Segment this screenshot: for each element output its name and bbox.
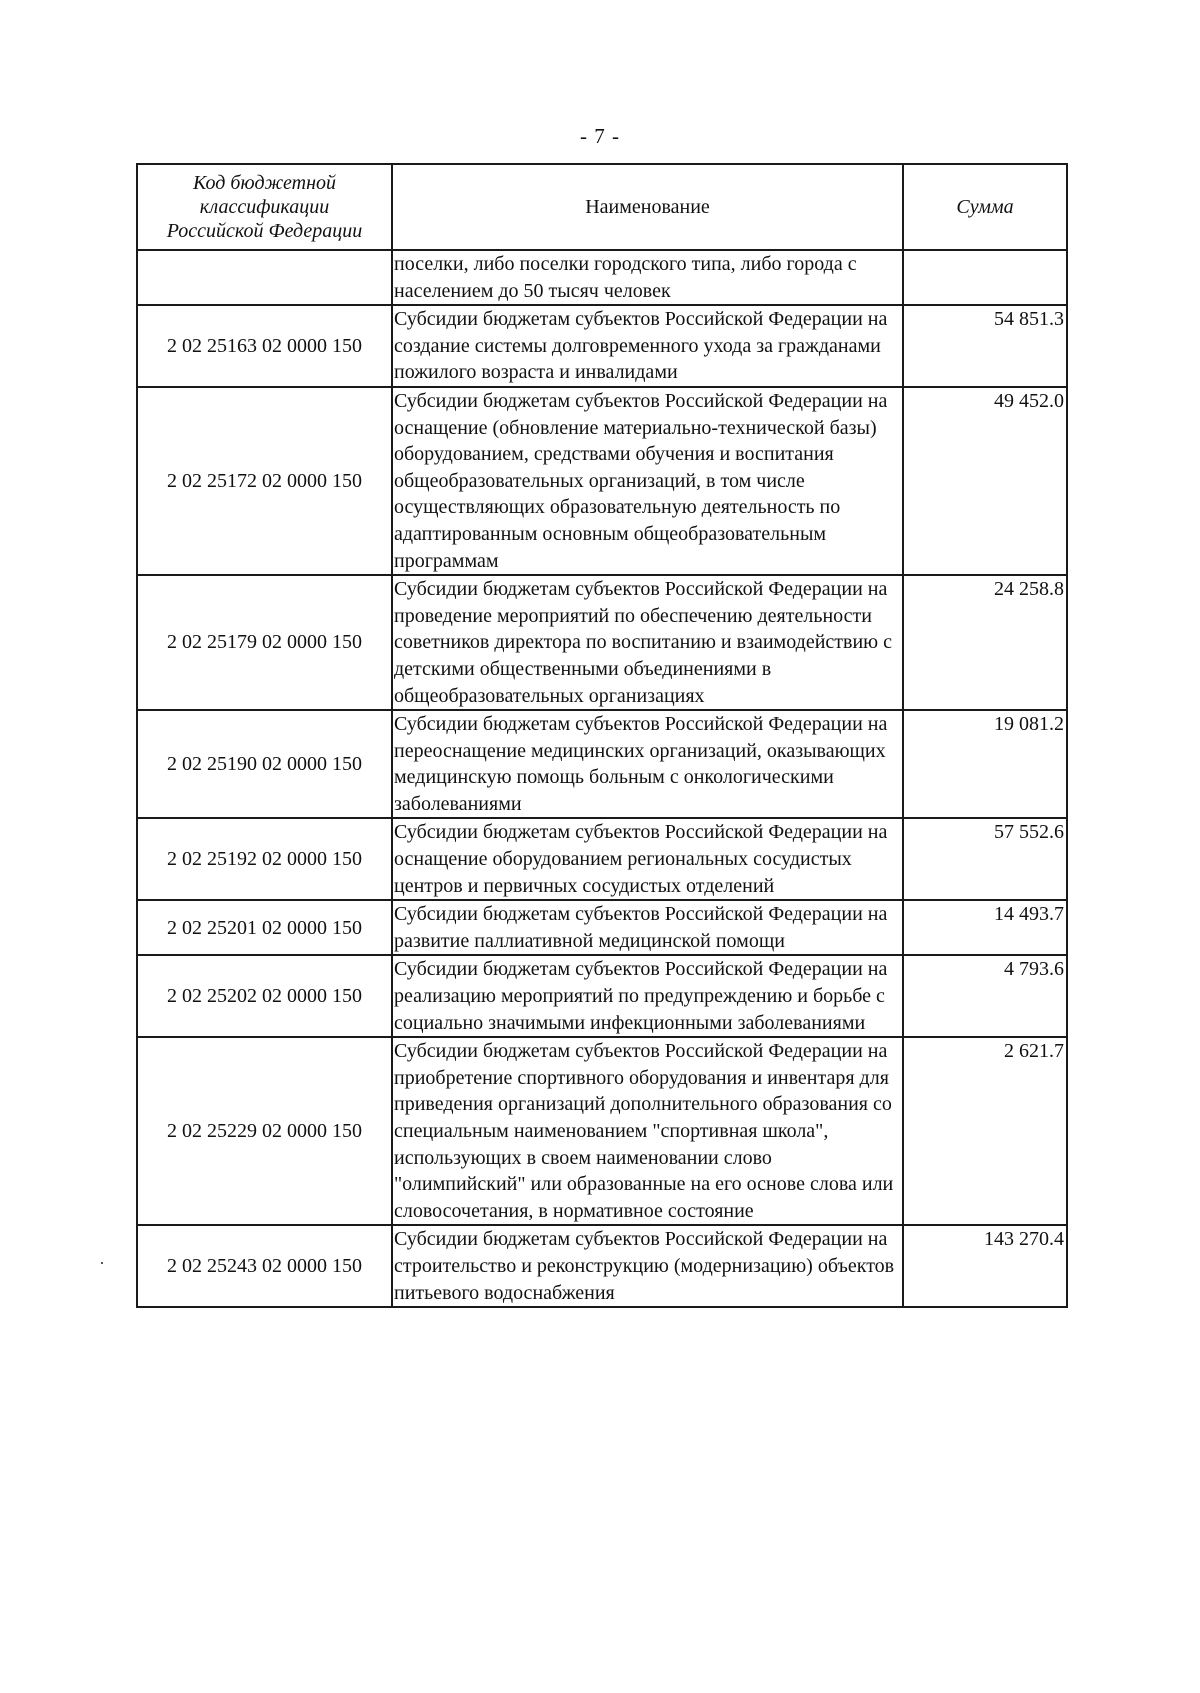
- row-sum: [903, 250, 1067, 305]
- row-name: Субсидии бюджетам субъектов Российской Федерации на проведение мероприятий по обеспечению деятельности советников директора по воспитанию и взаимодействию с детскими общественными объединениями в общеобразовательных организациях: [392, 575, 903, 710]
- row-sum: 54 851.3: [903, 305, 1067, 387]
- row-name: Субсидии бюджетам субъектов Российской Федерации на переоснащение медицинских организаций, оказывающих медицинскую помощь больным с онкологическими заболеваниями: [392, 710, 903, 818]
- header-budget-code-line-3: Российской Федерации: [166, 220, 363, 242]
- row-sum: 49 452.0: [903, 387, 1067, 575]
- row-name: Субсидии бюджетам субъектов Российской Федерации на оснащение (обновление материально-технической базы) оборудованием, средствами обучения и воспитания общеобразовательных организаций, в том числе осуществляющих образовательную деятельность по адаптированным основным общеобразовательным программам: [392, 387, 903, 575]
- row-sum: 14 493.7: [903, 900, 1067, 955]
- row-code: 2 02 25201 02 0000 150: [137, 900, 392, 955]
- row-sum: 57 552.6: [903, 818, 1067, 900]
- table-row: [137, 710, 1067, 818]
- table-row: [137, 250, 1067, 305]
- table-row: [137, 387, 1067, 575]
- header-budget-code: [137, 164, 392, 250]
- row-code: 2 02 25172 02 0000 150: [137, 387, 392, 575]
- table-row: [137, 575, 1067, 710]
- page-number: - 7 -: [580, 124, 620, 148]
- header-sum: Сумма: [903, 164, 1067, 250]
- table-row: [137, 1037, 1067, 1225]
- row-name: Субсидии бюджетам субъектов Российской Федерации на реализацию мероприятий по предупреждению и борьбе с социально значимыми инфекционными заболеваниями: [392, 955, 903, 1037]
- row-name: Субсидии бюджетам субъектов Российской Федерации на строительство и реконструкцию (модернизацию) объектов питьевого водоснабжения: [392, 1225, 903, 1307]
- row-code: 2 02 25243 02 0000 150: [137, 1225, 392, 1307]
- row-name: Субсидии бюджетам субъектов Российской Федерации на приобретение спортивного оборудования и инвентаря для приведения организаций дополнительного образования со специальным наименованием "спортивная школа", использующих в своем наименовании слово "олимпийский" или образованные на его основе слова или словосочетания, в нормативное состояние: [392, 1037, 903, 1225]
- table-row: [137, 305, 1067, 387]
- row-name: Субсидии бюджетам субъектов Российской Федерации на оснащение оборудованием региональных сосудистых центров и первичных сосудистых отделений: [392, 818, 903, 900]
- table-header-row: [137, 164, 1067, 250]
- row-sum: 4 793.6: [903, 955, 1067, 1037]
- table-row: [137, 818, 1067, 900]
- table-row: [137, 1225, 1067, 1307]
- header-budget-code-line-1: Код бюджетной: [193, 172, 336, 194]
- row-code: 2 02 25179 02 0000 150: [137, 575, 392, 710]
- row-sum: 2 621.7: [903, 1037, 1067, 1225]
- header-name: Наименование: [392, 164, 903, 250]
- row-sum: 19 081.2: [903, 710, 1067, 818]
- row-code: [137, 250, 392, 305]
- row-name: поселки, либо поселки городского типа, либо города с населением до 50 тысяч человек: [392, 250, 903, 305]
- row-name: Субсидии бюджетам субъектов Российской Федерации на развитие паллиативной медицинской помощи: [392, 900, 903, 955]
- row-code: 2 02 25190 02 0000 150: [137, 710, 392, 818]
- table-row: [137, 900, 1067, 955]
- row-code: 2 02 25192 02 0000 150: [137, 818, 392, 900]
- row-sum: 143 270.4: [903, 1225, 1067, 1307]
- row-code: 2 02 25202 02 0000 150: [137, 955, 392, 1037]
- scan-speck: [101, 1262, 103, 1264]
- budget-classification-table: [136, 163, 1068, 1308]
- row-sum: 24 258.8: [903, 575, 1067, 710]
- table-row: [137, 955, 1067, 1037]
- header-budget-code-line-2: классификации: [199, 196, 330, 218]
- row-name: Субсидии бюджетам субъектов Российской Федерации на создание системы долговременного ухода за гражданами пожилого возраста и инвалидами: [392, 305, 903, 387]
- row-code: 2 02 25229 02 0000 150: [137, 1037, 392, 1225]
- row-code: 2 02 25163 02 0000 150: [137, 305, 392, 387]
